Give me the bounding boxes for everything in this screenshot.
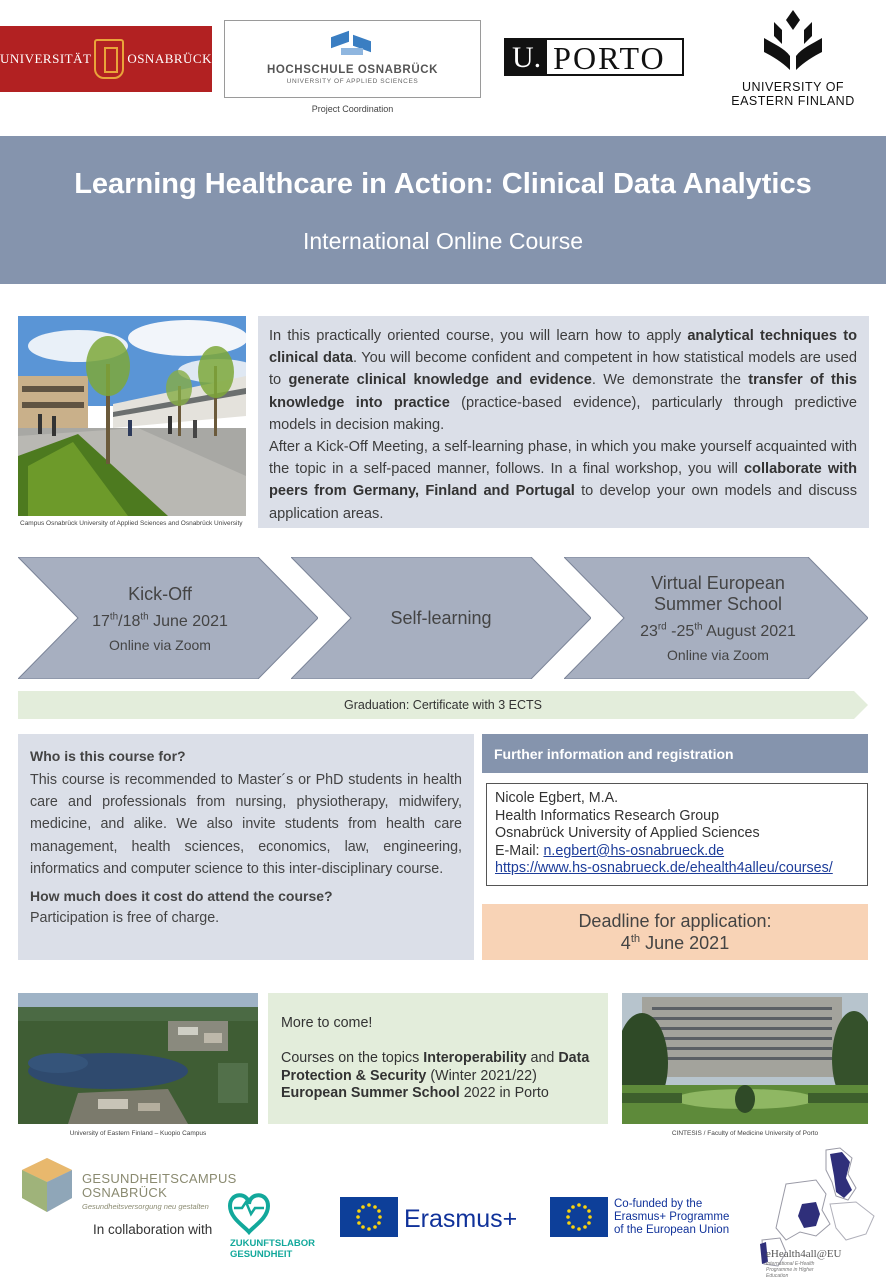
intro-emphasis: generate clinical knowledge and evidence bbox=[288, 372, 592, 389]
intro-text: . You will become confident and competent in how statistical models are used to bbox=[269, 350, 857, 389]
kuopio-campus-photo bbox=[18, 993, 258, 1124]
uef-line2: EASTERN FINLAND bbox=[731, 94, 855, 108]
future-courses-text: Courses on the topics Interoperability and Data Protection & Security (Winter 2021/22) bbox=[281, 1050, 590, 1084]
deadline-box bbox=[482, 904, 868, 960]
cost-answer: Participation is free of charge. bbox=[30, 910, 220, 927]
deadline-date: 4th June 2021 bbox=[620, 933, 730, 953]
gc-line2: OSNABRÜCK bbox=[82, 1185, 168, 1200]
summer-school-mode: Online via Zoom bbox=[667, 647, 769, 663]
erasmus-plus-logo bbox=[340, 1197, 530, 1239]
course-subtitle: International Online Course bbox=[303, 228, 583, 254]
uef-line1: UNIVERSITY OF bbox=[741, 80, 845, 94]
erasmus-plus-text: Erasmus+ bbox=[404, 1205, 518, 1233]
title-banner bbox=[0, 136, 886, 284]
timeline-step-kickoff bbox=[18, 557, 318, 679]
audience-question: Who is this course for? bbox=[30, 748, 186, 764]
uef-tree-icon bbox=[760, 8, 826, 72]
more-to-come-heading: More to come! bbox=[281, 1015, 373, 1031]
future-summer-school-text: European Summer School 2022 in Porto bbox=[281, 1085, 549, 1102]
cofund-line2: Erasmus+ Programme bbox=[614, 1211, 730, 1223]
collaboration-label: In collaboration with bbox=[93, 1222, 213, 1237]
crest-icon bbox=[94, 39, 124, 79]
audience-box bbox=[18, 734, 474, 960]
ehealth4all-logo bbox=[756, 1144, 886, 1280]
cost-question: How much does it cost do attend the course? bbox=[30, 888, 333, 905]
zl-line2: GESUNDHEIT bbox=[230, 1249, 293, 1260]
logo-text-right: OSNABRÜCK bbox=[127, 51, 212, 66]
summer-school-title-l1: Virtual European bbox=[651, 573, 785, 593]
kickoff-date: 17th/18th June 2021 bbox=[92, 611, 228, 630]
zl-line1: ZUKUNFTSLABOR bbox=[230, 1238, 315, 1249]
course-title: Learning Healthcare in Action: Clinical Data Analytics bbox=[74, 168, 812, 200]
cofunded-eu-logo bbox=[550, 1197, 750, 1239]
intro-text: to develop your own models and discuss application areas. bbox=[269, 483, 857, 522]
campus-photo-caption: Campus Osnabrück University of Applied Sciences and Osnabrück University bbox=[20, 520, 243, 527]
hso-logo-title: HOCHSCHULE OSNABRÜCK bbox=[266, 63, 439, 76]
heart-pulse-icon bbox=[224, 1186, 274, 1236]
summer-school-title-l2: Summer School bbox=[653, 594, 783, 614]
gc-tagline: Gesundheitsversorgung neu gestalten bbox=[82, 1202, 209, 1211]
graduation-arrow bbox=[18, 691, 868, 719]
hso-mark-icon bbox=[331, 34, 375, 56]
contact-group: Health Informatics Research Group bbox=[495, 807, 720, 824]
intro-emphasis: collaborate with peers from Germany, Finland and Portugal bbox=[269, 461, 857, 500]
email-label: E-Mail: bbox=[495, 842, 544, 859]
porto-photo-caption: CINTESIS / Faculty of Medicine University of Porto bbox=[671, 1130, 819, 1137]
gesundheitscampus-cube-icon bbox=[18, 1156, 76, 1214]
eu-flag-icon bbox=[340, 1197, 398, 1237]
intro-text: After a Kick-Off Meeting, a self-learning phase, in which you make yourself acquainted with the topic in a self-paced manner, follows. In a final workshop, you will bbox=[269, 439, 857, 478]
contact-name: Nicole Egbert, M.A. bbox=[495, 790, 619, 806]
contact-box bbox=[486, 783, 868, 886]
self-learning-title: Self-learning bbox=[390, 607, 492, 628]
audience-answer: This course is recommended to Master´s or PhD students in health care and professionals from nursing, physiotherapy, midwifery, medicine, and alike. We also invite students from health care management, health sciences, economics, law, engineering, informatics and computer science to this inter-disciplinary course. bbox=[30, 772, 462, 877]
kickoff-title: Kick-Off bbox=[128, 583, 192, 604]
intro-text-box bbox=[258, 316, 869, 528]
timeline-step-summer-school bbox=[564, 557, 868, 679]
porto-u: U. bbox=[506, 40, 547, 74]
kuopio-photo-caption: University of Eastern Finland – Kuopio Campus bbox=[69, 1130, 207, 1137]
cofund-line1: Co-funded by the bbox=[614, 1198, 703, 1210]
contact-organization: Osnabrück University of Applied Sciences bbox=[495, 825, 760, 842]
gesundheitscampus-logo bbox=[18, 1156, 237, 1216]
cofund-line3: of the European Union bbox=[614, 1224, 730, 1236]
zukunftslabor-logo bbox=[222, 1186, 322, 1266]
eu-flag-icon bbox=[550, 1197, 608, 1237]
uef-logo bbox=[723, 8, 863, 118]
gc-line1: GESUNDHEITSCAMPUS bbox=[82, 1171, 237, 1186]
registration-header: Further information and registration bbox=[482, 734, 868, 773]
intro-text: In this practically oriented course, you will learn how to apply bbox=[269, 328, 688, 344]
intro-emphasis: transfer of this knowledge into practice bbox=[269, 372, 857, 411]
email-link[interactable]: n.egbert@hs-osnabrueck.de bbox=[543, 842, 725, 859]
summer-school-date: 23rd -25th August 2021 bbox=[640, 621, 796, 640]
course-url-link[interactable]: https://www.hs-osnabrueck.de/ehealth4alleu/courses/ bbox=[495, 860, 833, 877]
intro-emphasis: analytical techniques to clinical data bbox=[269, 328, 857, 367]
intro-text: . We demonstrate the bbox=[591, 372, 749, 389]
hochschule-osnabrueck-logo bbox=[224, 20, 481, 98]
porto-name: PORTO bbox=[553, 40, 666, 76]
campus-photo bbox=[18, 316, 246, 516]
porto-faculty-photo bbox=[622, 993, 868, 1124]
deadline-label: Deadline for application: bbox=[578, 911, 772, 931]
more-to-come-box bbox=[268, 993, 608, 1124]
graduation-label: Graduation: Certificate with 3 ECTS bbox=[344, 698, 542, 712]
contact-email-row bbox=[495, 843, 859, 861]
ehealth4all-name: eHealth4all@EU bbox=[766, 1248, 842, 1260]
intro-text: (practice-based evidence), particularly through predictive models in decision making. bbox=[269, 394, 857, 433]
kickoff-mode: Online via Zoom bbox=[109, 636, 211, 653]
logo-text-left: UNIVERSITÄT bbox=[0, 51, 92, 66]
u-porto-logo bbox=[504, 38, 684, 76]
timeline-step-self-learning bbox=[291, 557, 591, 679]
project-coordination-label: Project Coordination bbox=[311, 104, 394, 114]
universitaet-osnabrueck-logo bbox=[0, 26, 212, 92]
ehealth4all-tagline: International E-Health Programme in Higher Education bbox=[766, 1261, 815, 1279]
hso-logo-subtitle: UNIVERSITY OF APPLIED SCIENCES bbox=[286, 77, 419, 85]
